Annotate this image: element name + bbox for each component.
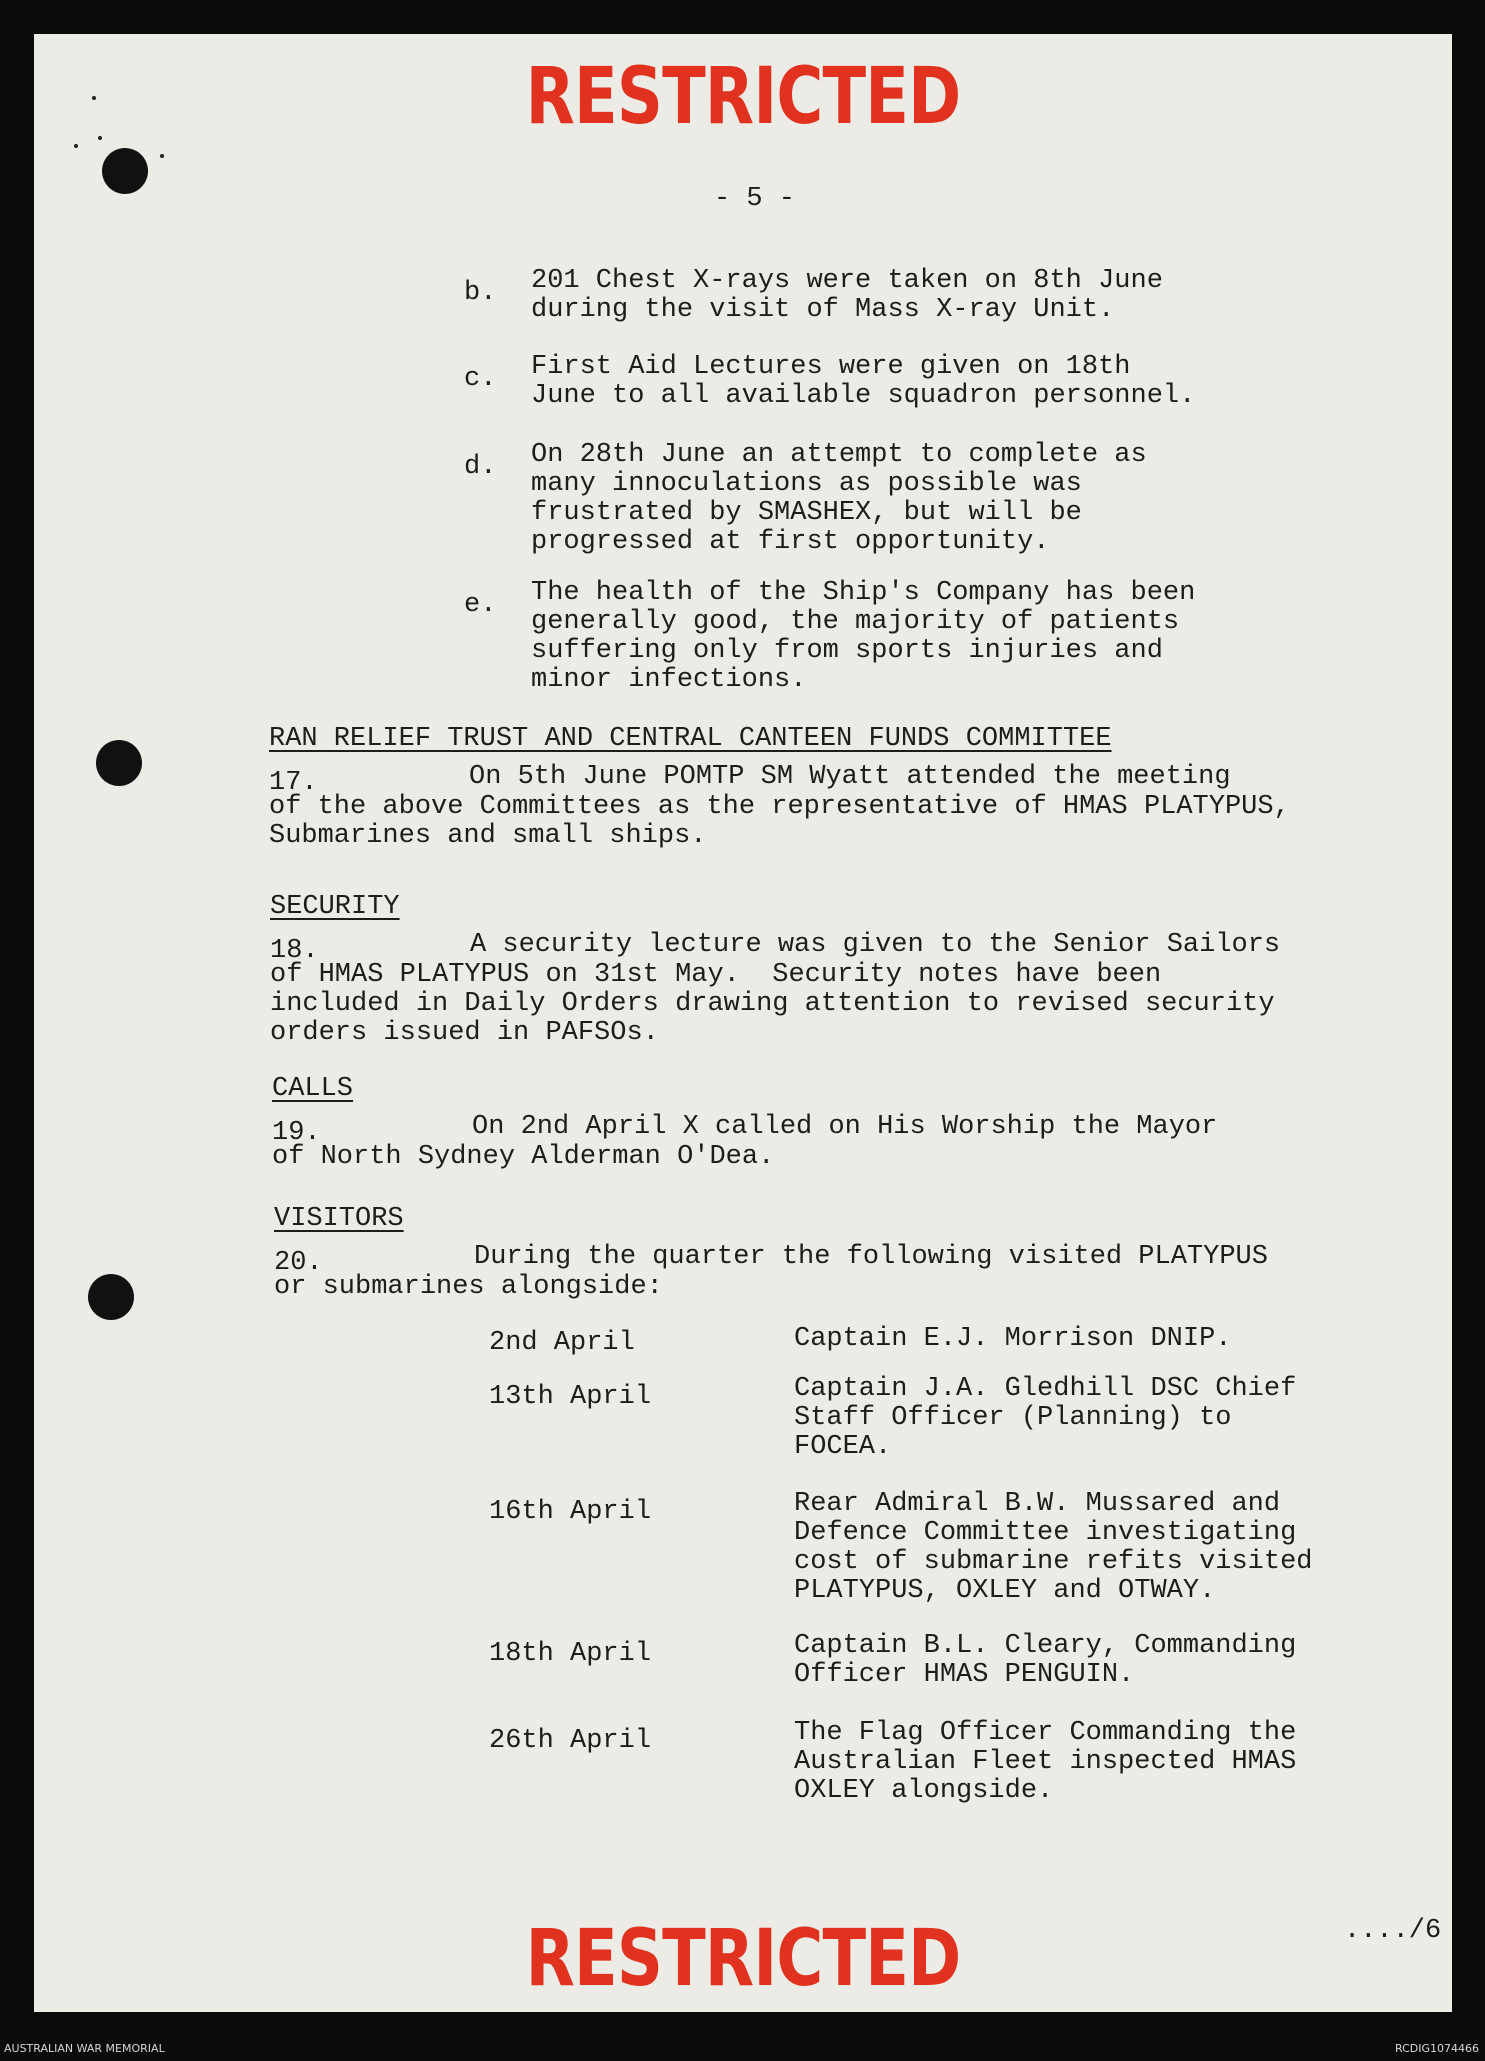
item-line: June to all available squadron personnel. [531, 381, 1196, 411]
section-heading: RAN RELIEF TRUST AND CENTRAL CANTEEN FUNDS COMMITTEE [269, 724, 1112, 754]
visit-description: Rear Admiral B.W. Mussared and [794, 1489, 1281, 1519]
punch-hole [96, 740, 142, 786]
section-heading: VISITORS [274, 1204, 404, 1234]
item-line: On 28th June an attempt to complete as [531, 440, 1147, 470]
item-line: The health of the Ship's Company has been [531, 578, 1196, 608]
item-line: minor infections. [531, 665, 807, 695]
visit-description: Captain E.J. Morrison DNIP. [794, 1324, 1232, 1354]
paper-speck [160, 154, 164, 158]
item-letter: d. [464, 452, 497, 482]
item-letter: e. [464, 590, 497, 620]
visit-description: cost of submarine refits visited [794, 1547, 1313, 1577]
item-line: 201 Chest X-rays were taken on 8th June [531, 266, 1163, 296]
visit-date: 16th April [489, 1497, 652, 1527]
punch-hole [102, 148, 148, 194]
visit-description: Officer HMAS PENGUIN. [794, 1660, 1135, 1690]
item-line: during the visit of Mass X-ray Unit. [531, 295, 1115, 325]
visit-date: 13th April [489, 1382, 652, 1412]
paragraph-first-line: On 2nd April X called on His Worship the Mayor [472, 1112, 1218, 1142]
visit-description: PLATYPUS, OXLEY and OTWAY. [794, 1576, 1216, 1606]
paragraph-line: included in Daily Orders drawing attention to revised security [270, 989, 1275, 1019]
paragraph-number: 20. [274, 1248, 323, 1278]
visit-description: OXLEY alongside. [794, 1776, 1054, 1806]
section-heading: SECURITY [270, 892, 400, 922]
visit-date: 26th April [489, 1726, 652, 1756]
restricted-stamp-top: RESTRICTED [525, 52, 961, 142]
item-letter: c. [464, 364, 497, 394]
item-line: First Aid Lectures were given on 18th [531, 352, 1131, 382]
punch-hole [88, 1274, 134, 1320]
visit-description: Defence Committee investigating [794, 1518, 1297, 1548]
item-line: progressed at first opportunity. [531, 527, 1050, 557]
footer-archive-name: AUSTRALIAN WAR MEMORIAL [4, 2042, 165, 2055]
visit-date: 18th April [489, 1639, 652, 1669]
item-line: frustrated by SMASHEX, but will be [531, 498, 1082, 528]
paragraph-line: of North Sydney Alderman O'Dea. [272, 1142, 775, 1172]
paragraph-first-line: During the quarter the following visited PLATYPUS [474, 1242, 1268, 1272]
paragraph-number: 18. [270, 936, 319, 966]
item-letter: b. [464, 278, 497, 308]
visit-description: Captain J.A. Gledhill DSC Chief [794, 1374, 1297, 1404]
paragraph-line: orders issued in PAFSOs. [270, 1018, 659, 1048]
paragraph-line: of HMAS PLATYPUS on 31st May. Security notes have been [270, 960, 1162, 990]
visit-description: Australian Fleet inspected HMAS [794, 1747, 1297, 1777]
section-heading: CALLS [272, 1074, 354, 1104]
paper-speck [74, 144, 78, 148]
paragraph-first-line: On 5th June POMTP SM Wyatt attended the meeting [469, 762, 1231, 792]
visit-description: Staff Officer (Planning) to [794, 1403, 1232, 1433]
paragraph-number: 19. [272, 1118, 321, 1148]
paper-speck [92, 96, 96, 100]
visit-description: The Flag Officer Commanding the [794, 1718, 1297, 1748]
item-line: suffering only from sports injuries and [531, 636, 1163, 666]
footer-archive-id: RCDIG1074466 [1394, 2042, 1479, 2055]
document-page [34, 34, 1452, 2012]
paragraph-line: Submarines and small ships. [269, 821, 707, 851]
paragraph-line: of the above Committees as the representative of HMAS PLATYPUS, [269, 792, 1290, 822]
continuation-marker: ..../6 [1344, 1916, 1442, 1946]
visit-description: Captain B.L. Cleary, Commanding [794, 1631, 1297, 1661]
restricted-stamp-bottom: RESTRICTED [525, 1914, 961, 2004]
paragraph-line: or submarines alongside: [274, 1272, 663, 1302]
paper-speck [98, 136, 102, 140]
visit-description: FOCEA. [794, 1432, 892, 1462]
item-line: many innoculations as possible was [531, 469, 1082, 499]
paragraph-number: 17. [269, 768, 318, 798]
page-number: - 5 - [714, 184, 796, 214]
paragraph-first-line: A security lecture was given to the Senior Sailors [470, 930, 1281, 960]
item-line: generally good, the majority of patients [531, 607, 1180, 637]
visit-date: 2nd April [489, 1328, 635, 1358]
